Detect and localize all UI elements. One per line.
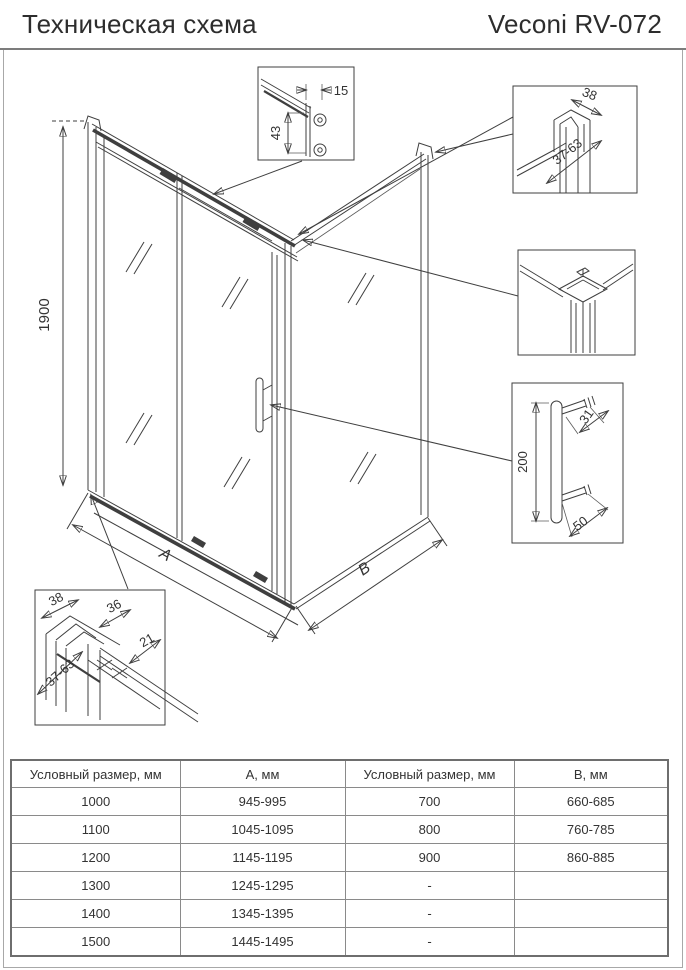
table-row — [11, 872, 668, 900]
table-header-row — [11, 760, 668, 788]
table-cell: 1145-1195 — [180, 844, 345, 872]
detail-roller — [258, 67, 354, 160]
handle-length-label: 200 — [515, 451, 530, 473]
wall-bracket-right — [416, 143, 433, 159]
bottom-w-label: 38 — [45, 589, 66, 610]
table-cell: 1300 — [11, 872, 180, 900]
table-cell: 660-685 — [514, 788, 668, 816]
table-row — [11, 816, 668, 844]
roller-carriage — [160, 168, 179, 183]
table-cell: - — [345, 900, 514, 928]
dim-a-label: A — [156, 545, 174, 566]
table-cell: 1500 — [11, 928, 180, 957]
table-cell: 900 — [345, 844, 514, 872]
page-title: Техническая схема — [22, 8, 257, 39]
dimension-a — [67, 493, 293, 642]
table-cell: - — [345, 928, 514, 957]
table-cell: 1445-1495 — [180, 928, 345, 957]
dimension-b — [296, 518, 447, 634]
table-cell: 800 — [345, 816, 514, 844]
roller-carriage — [243, 216, 262, 231]
table-row — [11, 900, 668, 928]
glass-reflections — [126, 242, 376, 489]
table-cell — [514, 900, 668, 928]
table-header-cell: Условный размер, мм — [11, 760, 180, 788]
dimension-height — [36, 121, 86, 485]
table-cell: 1045-1095 — [180, 816, 345, 844]
table-cell — [514, 928, 668, 957]
dim-height-label: 1900 — [36, 298, 53, 332]
leader-lines — [91, 117, 518, 589]
wall-bracket-left — [84, 116, 101, 131]
table-cell: 760-785 — [514, 816, 668, 844]
door-guide — [191, 536, 206, 548]
detail-bottom-profile — [35, 589, 198, 725]
detail-corner-profile — [518, 250, 635, 355]
table-cell: 860-885 — [514, 844, 668, 872]
table-cell: 1345-1395 — [180, 900, 345, 928]
model-label: Veconi RV-072 — [487, 8, 662, 39]
bottom-depth-label: 21 — [136, 629, 157, 651]
table-header-cell: А, мм — [180, 760, 345, 788]
door-handle — [256, 378, 272, 432]
table-cell — [514, 872, 668, 900]
table-row — [11, 844, 668, 872]
table-cell: 1000 — [11, 788, 180, 816]
shower-enclosure — [84, 116, 433, 625]
table-cell: 1200 — [11, 844, 180, 872]
table-header-cell: В, мм — [514, 760, 668, 788]
bottom-inner-label: 36 — [103, 596, 124, 617]
door-guide — [253, 571, 268, 583]
dim-b-label: B — [355, 559, 374, 580]
table-cell: 1400 — [11, 900, 180, 928]
table-row — [11, 928, 668, 957]
table-header-cell: Условный размер, мм — [345, 760, 514, 788]
table-cell: 700 — [345, 788, 514, 816]
detail-wall-profile — [513, 84, 637, 193]
table-cell: 1100 — [11, 816, 180, 844]
wall-width-label: 38 — [580, 84, 600, 104]
technical-drawing — [0, 50, 686, 758]
detail-handle — [512, 383, 623, 543]
bottom-range-label: 37-63 — [42, 655, 78, 690]
table-cell: - — [345, 872, 514, 900]
title-bar — [0, 0, 686, 50]
table-cell: 945-995 — [180, 788, 345, 816]
table-cell: 1245-1295 — [180, 872, 345, 900]
roller-width-label: 15 — [333, 83, 349, 98]
size-table — [10, 759, 669, 957]
roller-height-label: 43 — [268, 125, 283, 141]
handle-offset-label: 31 — [576, 406, 597, 427]
wall-range-label: 37-63 — [549, 135, 585, 168]
table-row — [11, 788, 668, 816]
handle-base-label: 50 — [570, 513, 591, 534]
